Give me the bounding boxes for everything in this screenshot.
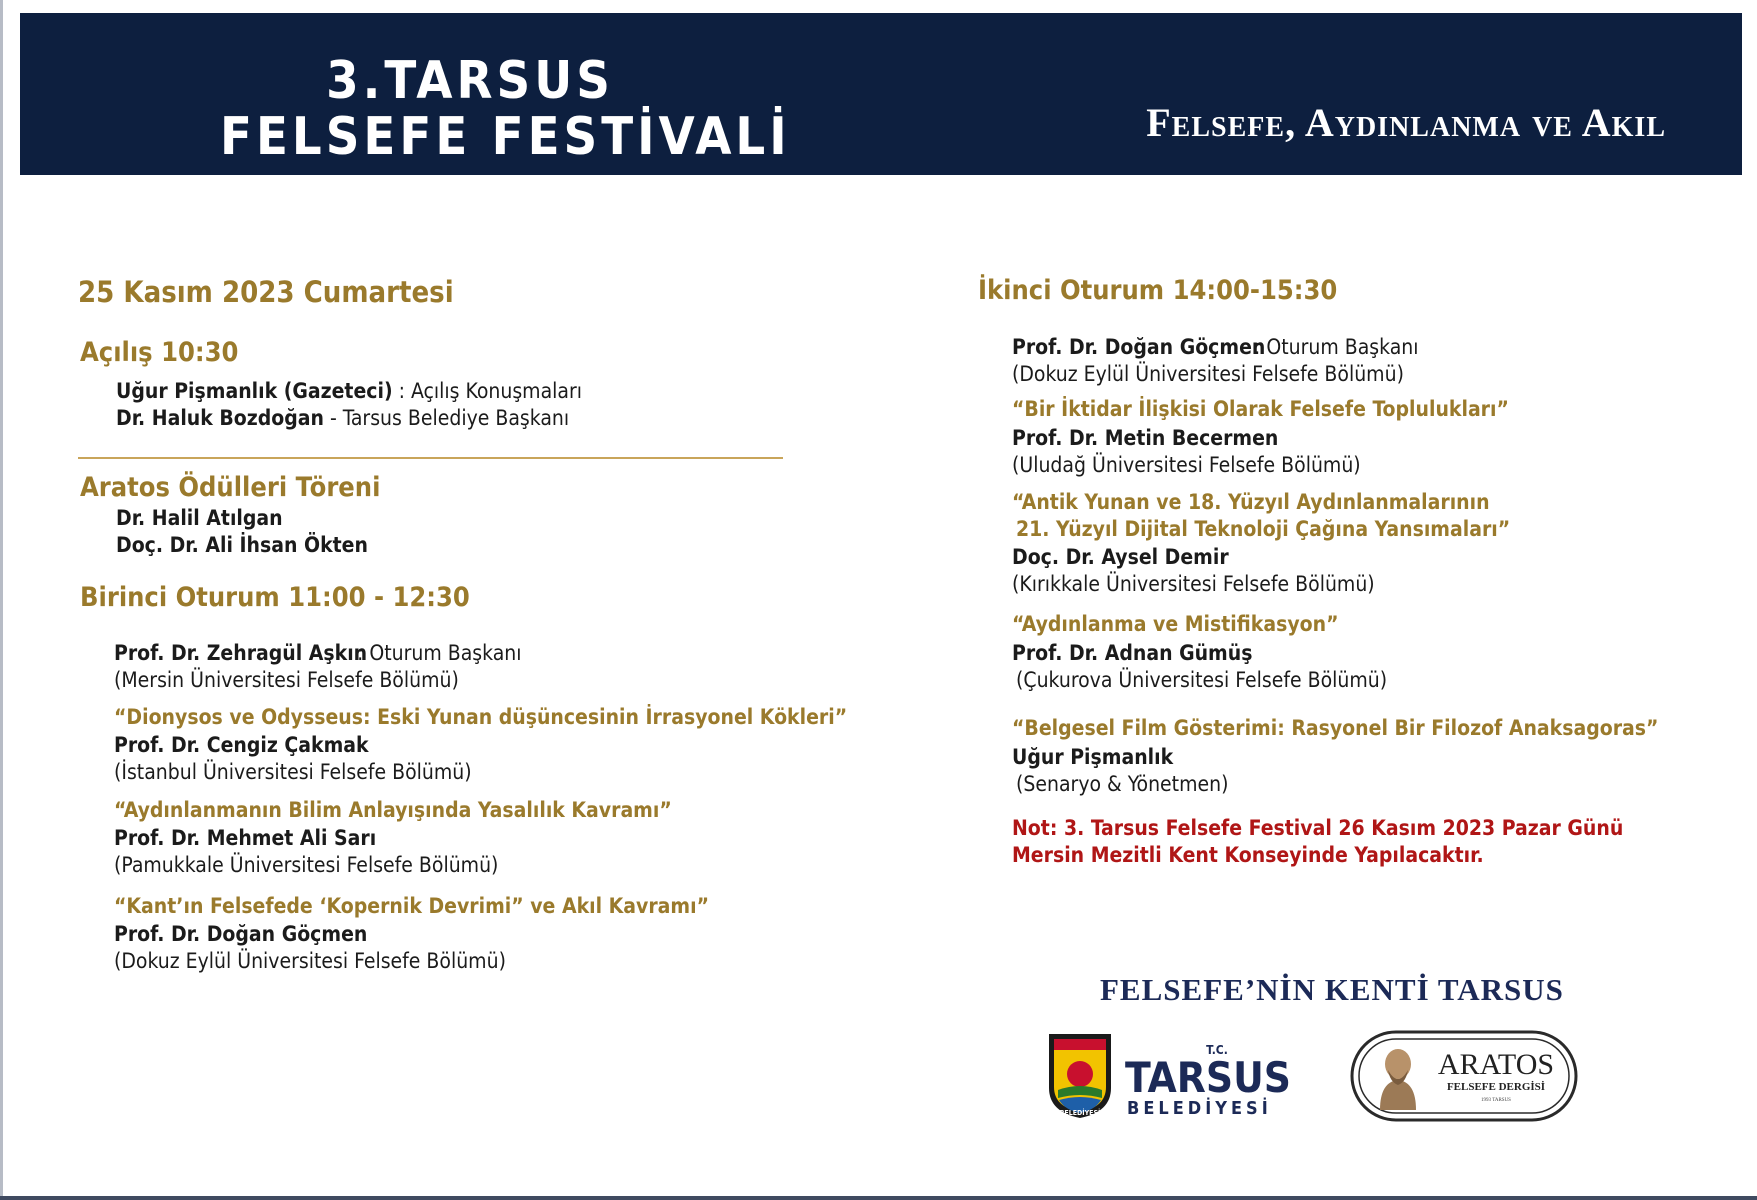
session1-chair-name: Prof. Dr. Zehragül Aşkın	[114, 641, 368, 665]
session1-talk1-affiliation: (İstanbul Üniversitesi Felsefe Bölümü)	[114, 760, 472, 784]
session1-chair-affiliation: (Mersin Üniversitesi Felsefe Bölümü)	[114, 668, 459, 692]
session1-talk1-speaker: Prof. Dr. Cengiz Çakmak	[114, 733, 369, 757]
opening-speaker-1-role: : Açılış Konuşmaları	[392, 379, 583, 403]
session2-talk1-affiliation: (Uludağ Üniversitesi Felsefe Bölümü)	[1012, 453, 1361, 477]
session2-heading: İkinci Oturum 14:00-15:30	[978, 275, 1338, 306]
session1-talk3-title: “Kant’ın Felsefede ‘Kopernik Devrimi” ve Akıl Kavramı”	[114, 894, 709, 918]
session1-talk3-speaker: Prof. Dr. Doğan Göçmen	[114, 922, 368, 946]
session2-talk3-affiliation: (Çukurova Üniversitesi Felsefe Bölümü)	[1016, 668, 1388, 692]
session1-heading: Birinci Oturum 11:00 - 12:30	[80, 582, 470, 613]
tarsus-emblem-text: BELEDİYESİ	[1059, 1109, 1101, 1117]
festival-title-line1: 3.TARSUS	[326, 51, 614, 111]
opening-speaker-2-role: - Tarsus Belediye Başkanı	[323, 406, 570, 430]
page-left-edge	[0, 0, 3, 1200]
opening-heading: Açılış 10:30	[80, 337, 239, 368]
tarsus-municipality-logo	[1045, 1030, 1305, 1120]
session2-talk4-title: “Belgesel Film Gösterimi: Rasyonel Bir Filozof Anaksagoras”	[1012, 716, 1659, 740]
tarsus-logo-name: TARSUS	[1125, 1053, 1291, 1102]
festival-theme: Felsefe, Aydınlanma ve Akıl	[1146, 100, 1666, 145]
tarsus-emblem-icon	[1049, 1034, 1111, 1118]
festival-title	[220, 51, 791, 167]
aratos-logo-name: ARATOS	[1437, 1048, 1555, 1081]
session1-talk2-title: “Aydınlanmanın Bilim Anlayışında Yasalılık Kavramı”	[114, 798, 672, 822]
note-line-1: Not: 3. Tarsus Felsefe Festival 26 Kasım 2023 Pazar Günü	[1012, 816, 1624, 840]
session2-chair-role: : Oturum Başkanı	[1254, 335, 1419, 359]
session2-talk4-affiliation: (Senaryo & Yönetmen)	[1016, 772, 1229, 796]
session2-talk3-title: “Aydınlanma ve Mistifikasyon”	[1012, 612, 1339, 636]
festival-title-line2: FELSEFE FESTİVALİ	[220, 107, 791, 167]
session2-talk4-speaker: Uğur Pişmanlık	[1012, 745, 1174, 769]
section-divider	[78, 457, 783, 459]
session1-talk1-title: “Dionysos ve Odysseus: Eski Yunan düşüncesinin İrrasyonel Kökleri”	[114, 705, 848, 729]
tarsus-logo-tc: T.C.	[1206, 1043, 1228, 1057]
session2-talk3-speaker: Prof. Dr. Adnan Gümüş	[1012, 641, 1253, 665]
session2-talk2-affiliation: (Kırıkkale Üniversitesi Felsefe Bölümü)	[1012, 572, 1375, 596]
aratos-logo-sub: FELSEFE DERGİSİ	[1446, 1081, 1546, 1093]
opening-speaker-2	[116, 405, 569, 432]
session1-talk2-speaker: Prof. Dr. Mehmet Ali Sarı	[114, 826, 377, 850]
aratos-journal-logo	[1350, 1030, 1578, 1122]
aratos-logo-tiny: 1993 TARSUS	[1481, 1098, 1511, 1103]
program-date: 25 Kasım 2023 Cumartesi	[78, 275, 454, 309]
opening-speaker-1-name: Uğur Pişmanlık (Gazeteci)	[116, 379, 393, 403]
session1-chair	[114, 640, 367, 667]
tarsus-logo-sub: BELEDİYESİ	[1127, 1098, 1272, 1119]
session2-talk2-title-line1: “Antik Yunan ve 18. Yüzyıl Aydınlanmalarının	[1012, 490, 1490, 514]
footer-slogan: FELSEFE’NİN KENTİ TARSUS	[1100, 972, 1564, 1007]
session1-chair-role: : Oturum Başkanı	[357, 641, 522, 665]
awards-heading: Aratos Ödülleri Töreni	[80, 472, 381, 503]
session1-talk2-affiliation: (Pamukkale Üniversitesi Felsefe Bölümü)	[114, 853, 499, 877]
session2-talk1-title: “Bir İktidar İlişkisi Olarak Felsefe Toplulukları”	[1012, 397, 1509, 421]
session2-chair-name: Prof. Dr. Doğan Göçmen	[1012, 335, 1266, 359]
session2-chair-affiliation: (Dokuz Eylül Üniversitesi Felsefe Bölümü)	[1012, 362, 1404, 386]
session2-talk2-speaker: Doç. Dr. Aysel Demir	[1012, 545, 1229, 569]
awards-person-2: Doç. Dr. Ali İhsan Ökten	[116, 533, 368, 557]
session2-talk2-title-line2: 21. Yüzyıl Dijital Teknoloji Çağına Yansımaları”	[1016, 517, 1511, 541]
session2-talk1-speaker: Prof. Dr. Metin Becermen	[1012, 426, 1279, 450]
note-line-2: Mersin Mezitli Kent Konseyinde Yapılacaktır.	[1012, 843, 1484, 867]
awards-person-1: Dr. Halil Atılgan	[116, 506, 283, 530]
header-banner	[20, 13, 1742, 175]
opening-speaker-1	[116, 378, 582, 405]
session1-talk3-affiliation: (Dokuz Eylül Üniversitesi Felsefe Bölümü)	[114, 949, 506, 973]
opening-speaker-2-name: Dr. Haluk Bozdoğan	[116, 406, 324, 430]
page-bottom-edge	[0, 1196, 1757, 1200]
